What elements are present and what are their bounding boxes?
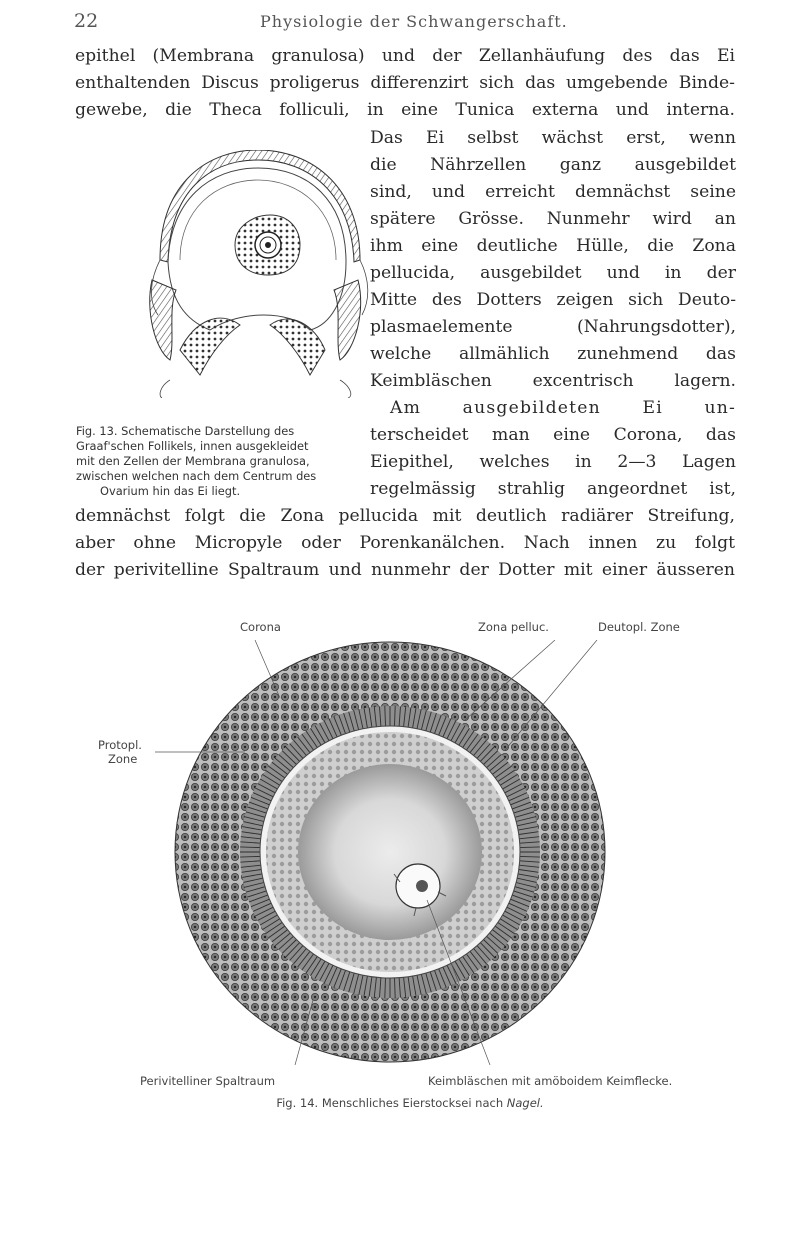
body-line: epithel (Membrana granulosa) und der Zellanhäufung des das Ei bbox=[75, 46, 735, 66]
label-germinal-vesicle: Keimbläschen mit amöboidem Keimflecke. bbox=[428, 1074, 673, 1088]
body-line: pellucida, ausgebildet und in der bbox=[370, 263, 736, 283]
page-header bbox=[74, 10, 754, 34]
label-perivitelline-space: Perivitelliner Spaltraum bbox=[140, 1074, 276, 1088]
body-line: terscheidet man eine Corona, das bbox=[370, 425, 736, 445]
body-line: regelmässig strahlig angeordnet ist, bbox=[370, 479, 736, 499]
body-line: enthaltenden Discus proligerus differenzirt sich das umgebende Binde- bbox=[75, 73, 735, 93]
caption-text: Fig. 14. Menschliches Eierstocksei nach bbox=[276, 1096, 504, 1110]
ovarian-egg-figure bbox=[155, 640, 625, 1065]
label-zona-pellucida: Zona pelluc. bbox=[478, 620, 549, 634]
label-protoplasma-zone-2: Zone bbox=[108, 752, 138, 766]
running-head: Physiologie der Schwangerschaft. bbox=[260, 12, 568, 31]
caption-line: Ovarium hin das Ei liegt. bbox=[100, 484, 241, 498]
figure-13-caption bbox=[76, 424, 358, 499]
body-line: die Nährzellen ganz ausgebildet bbox=[370, 155, 736, 175]
body-line: plasmaelemente (Nahrungsdotter), bbox=[370, 317, 736, 337]
body-line: der perivitelline Spaltraum und nunmehr der Dotter mit einer äusseren bbox=[75, 560, 735, 580]
body-line: ihm eine deutliche Hülle, die Zona bbox=[370, 236, 736, 256]
label-protoplasma-zone: Protopl. bbox=[98, 738, 142, 752]
figure-14-caption bbox=[260, 1096, 560, 1110]
caption-author: Nagel. bbox=[506, 1096, 544, 1110]
graafian-follicle-figure bbox=[140, 150, 370, 398]
body-line: Das Ei selbst wächst erst, wenn bbox=[370, 128, 736, 148]
body-line: Am ausgebildeten Ei un- bbox=[390, 398, 736, 418]
caption-line: Graaf'schen Follikels, innen ausgekleidet bbox=[76, 439, 309, 453]
body-line: demnächst folgt die Zona pellucida mit deutlich radiärer Streifung, bbox=[75, 506, 735, 526]
body-line: Mitte des Dotters zeigen sich Deuto- bbox=[370, 290, 736, 310]
body-line: sind, und erreicht demnächst seine bbox=[370, 182, 736, 202]
caption-line: Fig. 13. Schematische Darstellung des bbox=[76, 424, 295, 438]
body-line: Eiepithel, welches in 2—3 Lagen bbox=[370, 452, 736, 472]
label-deutoplasma-zone: Deutopl. Zone bbox=[598, 620, 680, 634]
label-corona: Corona bbox=[240, 620, 281, 634]
body-line: aber ohne Micropyle oder Porenkanälchen. Nach innen zu folgt bbox=[75, 533, 735, 553]
body-line: Keimbläschen excentrisch lagern. bbox=[370, 371, 736, 391]
body-line: spätere Grösse. Nunmehr wird an bbox=[370, 209, 736, 229]
caption-line: zwischen welchen nach dem Centrum des bbox=[76, 469, 317, 483]
body-line: gewebe, die Theca folliculi, in eine Tunica externa und interna. bbox=[75, 100, 735, 120]
page-number: 22 bbox=[74, 10, 99, 32]
body-line: welche allmählich zunehmend das bbox=[370, 344, 736, 364]
caption-line: mit den Zellen der Membrana granulosa, bbox=[76, 454, 310, 468]
